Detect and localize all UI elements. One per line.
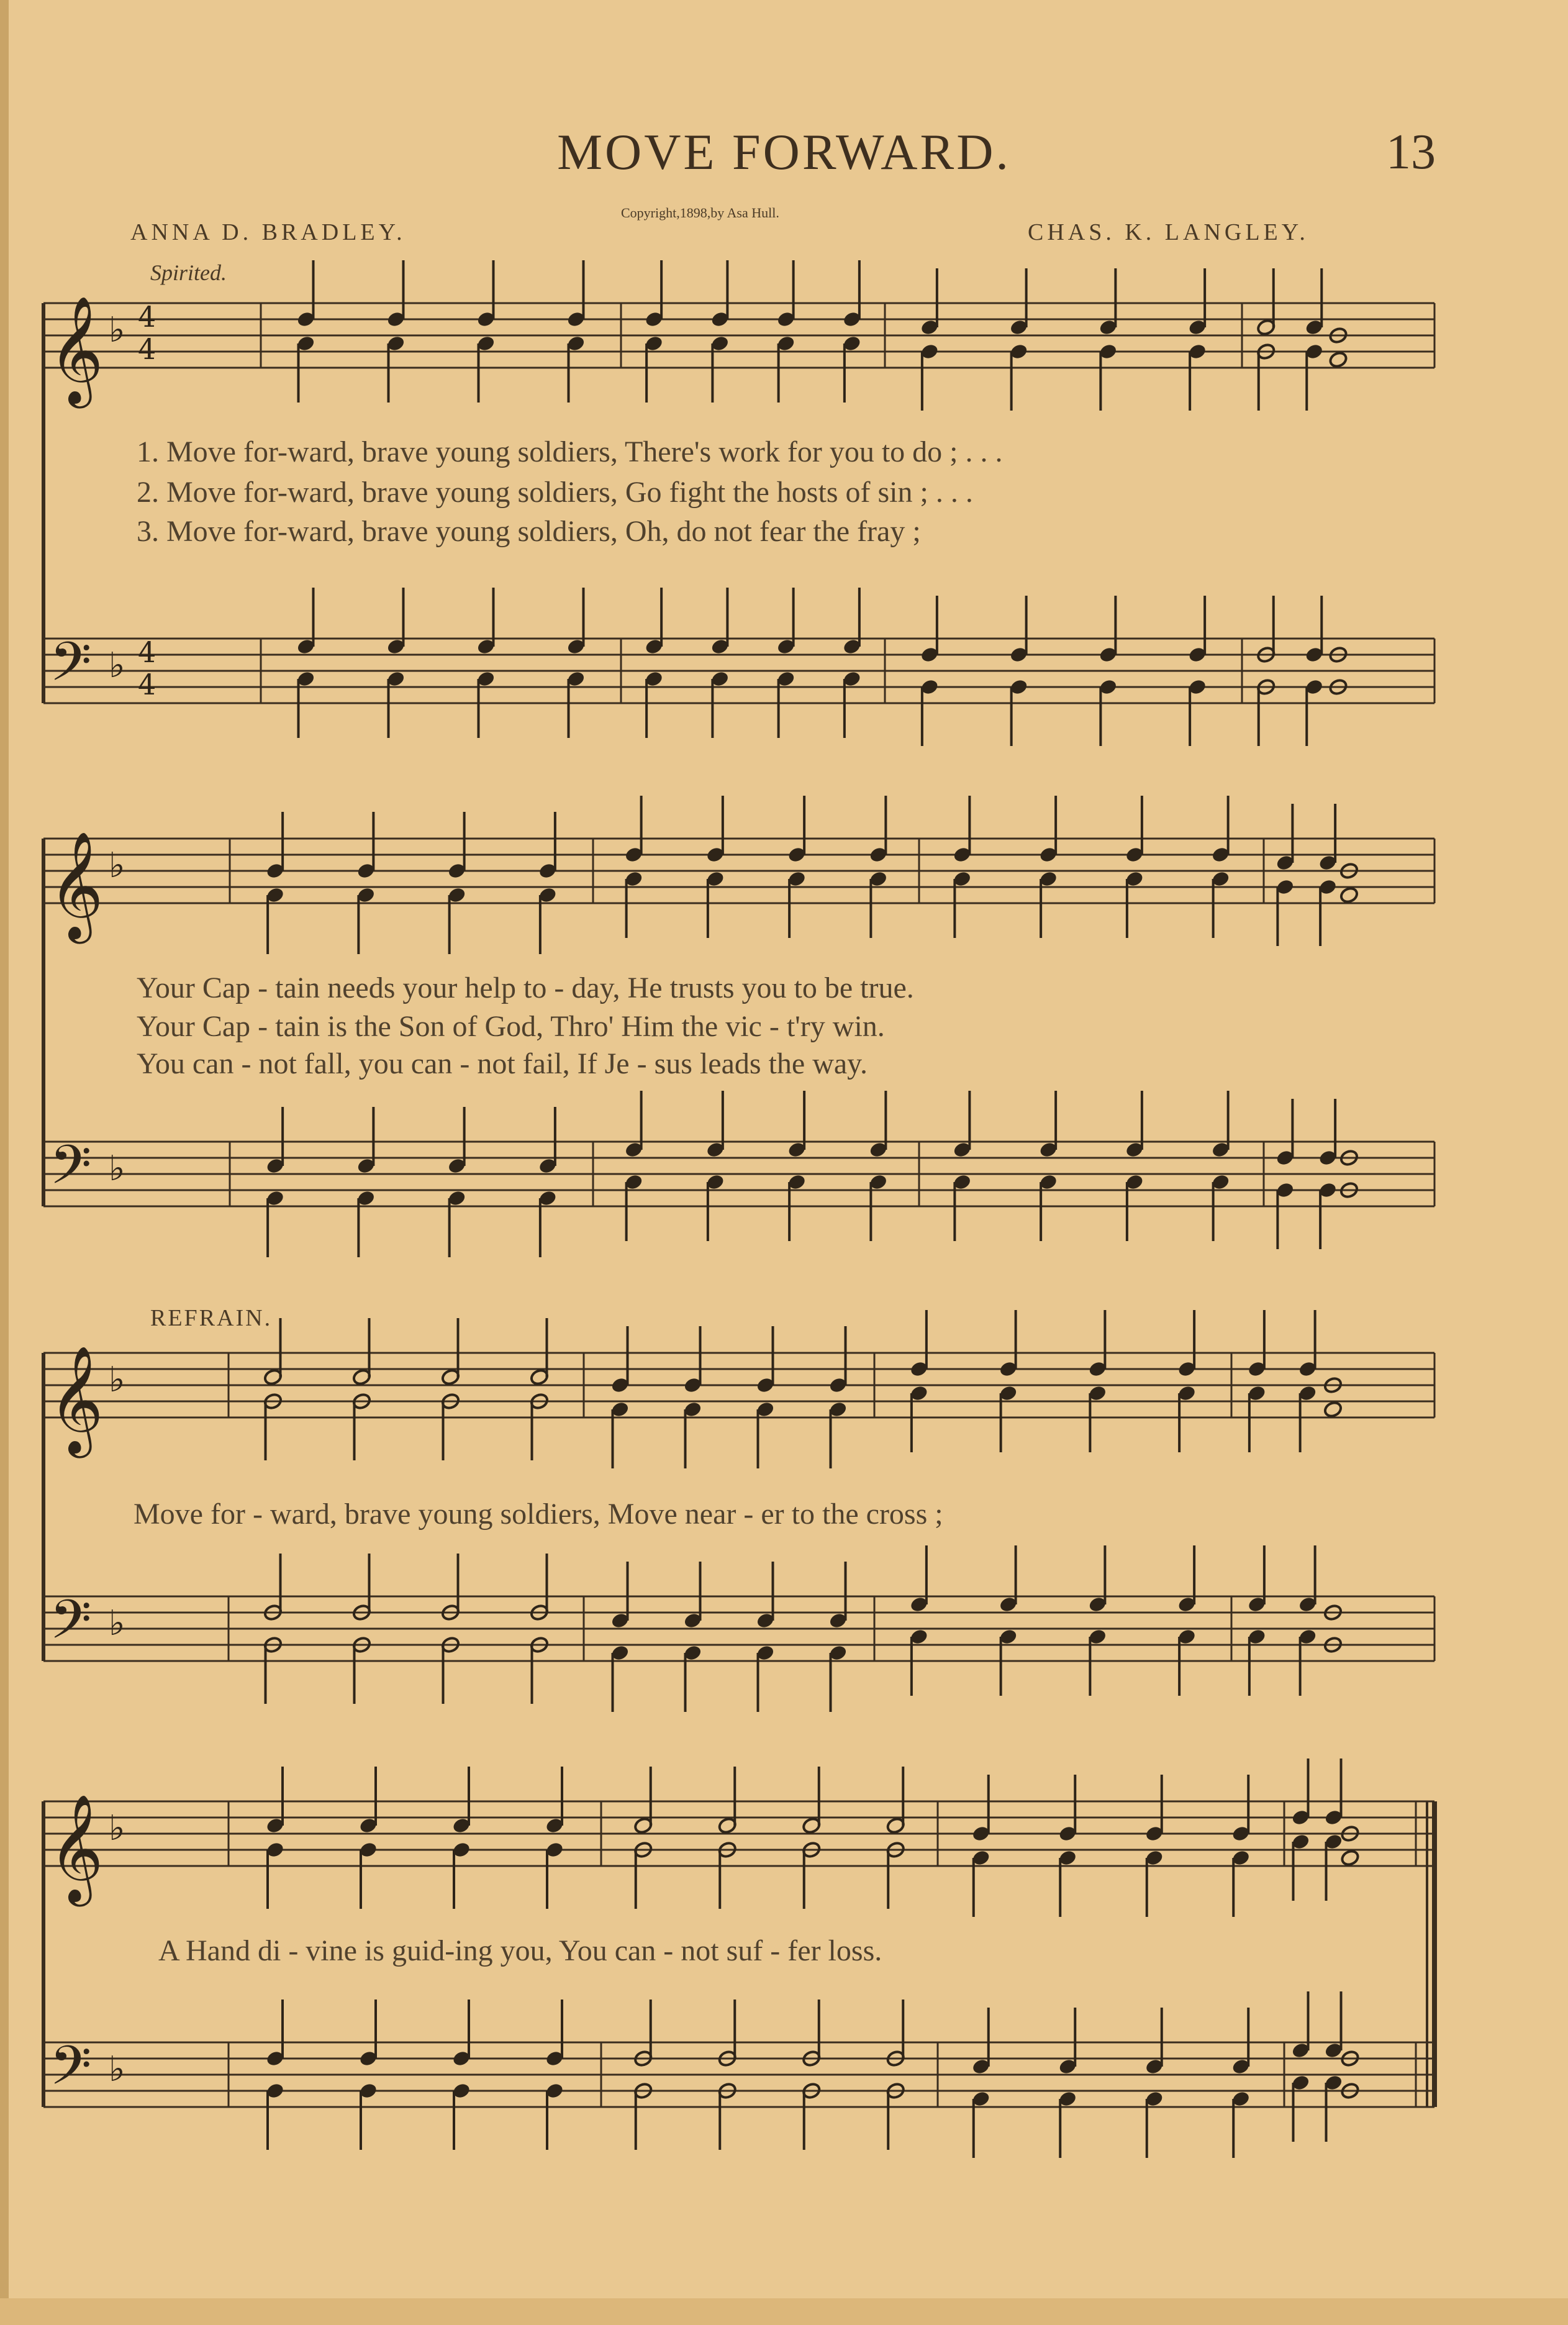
treble-clef-icon: 𝄞 — [48, 1794, 104, 1902]
time-signature-numerator: 4 — [138, 300, 156, 334]
flat-key-signature-icon: ♭ — [109, 1603, 125, 1644]
flat-key-signature-icon: ♭ — [109, 2049, 125, 2090]
verse-3-line-1: 3. Move for-ward, brave young soldiers, Oh, do not fear the fray ; — [137, 515, 921, 548]
refrain-label: REFRAIN. — [150, 1305, 273, 1331]
flat-key-signature-icon: ♭ — [109, 1149, 125, 1189]
verse-1-line-2: Your Cap - tain needs your help to - day, He trusts you to be true. — [137, 971, 914, 1004]
verse-3-line-2: You can - not fall, you can - not fail, If Je - sus leads the way. — [137, 1047, 868, 1080]
bass-clef-icon: 𝄢 — [50, 630, 92, 706]
page-number: 13 — [1386, 125, 1436, 180]
flat-key-signature-icon: ♭ — [109, 1360, 125, 1400]
alto-half-note — [1339, 886, 1359, 904]
treble-clef-icon: 𝄞 — [48, 296, 104, 404]
verse-2-line-2: Your Cap - tain is the Son of God, Thro' Him the vic - t'ry win. — [137, 1010, 885, 1043]
treble-clef-icon: 𝄞 — [48, 1345, 104, 1454]
alto-half-note — [1328, 350, 1348, 368]
alto-half-note — [1340, 1849, 1360, 1867]
alto-half-note — [1323, 1400, 1343, 1418]
verse-2-line-1: 2. Move for-ward, brave young soldiers, Go fight the hosts of sin ; . . . — [137, 476, 973, 509]
author-credit: ANNA D. BRADLEY. — [130, 219, 406, 245]
flat-key-signature-icon: ♭ — [109, 310, 125, 350]
flat-key-signature-icon: ♭ — [109, 645, 125, 686]
copyright-notice: Copyright,1898,by Asa Hull. — [621, 205, 779, 221]
tempo-marking: Spirited. — [150, 260, 227, 285]
treble-clef-icon: 𝄞 — [48, 831, 104, 939]
bass-clef-icon: 𝄢 — [50, 1588, 92, 1664]
bass-clef-icon: 𝄢 — [50, 1134, 92, 1209]
verse-1-line-1: 1. Move for-ward, brave young soldiers, There's work for you to do ; . . . — [137, 435, 1003, 468]
bass-clef-icon: 𝄢 — [50, 2034, 92, 2110]
time-signature-denominator: 4 — [138, 668, 156, 701]
page-title: MOVE FORWARD. — [557, 124, 1011, 180]
refrain-line-2: A Hand di - vine is guid-ing you, You can - not suf - fer loss. — [158, 1934, 882, 1967]
flat-key-signature-icon: ♭ — [109, 845, 125, 886]
time-signature-numerator: 4 — [138, 635, 156, 669]
flat-key-signature-icon: ♭ — [109, 1808, 125, 1849]
composer-credit: CHAS. K. LANGLEY. — [1028, 219, 1309, 245]
refrain-line-1: Move for - ward, brave young soldiers, Move near - er to the cross ; — [134, 1498, 943, 1531]
time-signature-denominator: 4 — [138, 332, 156, 366]
